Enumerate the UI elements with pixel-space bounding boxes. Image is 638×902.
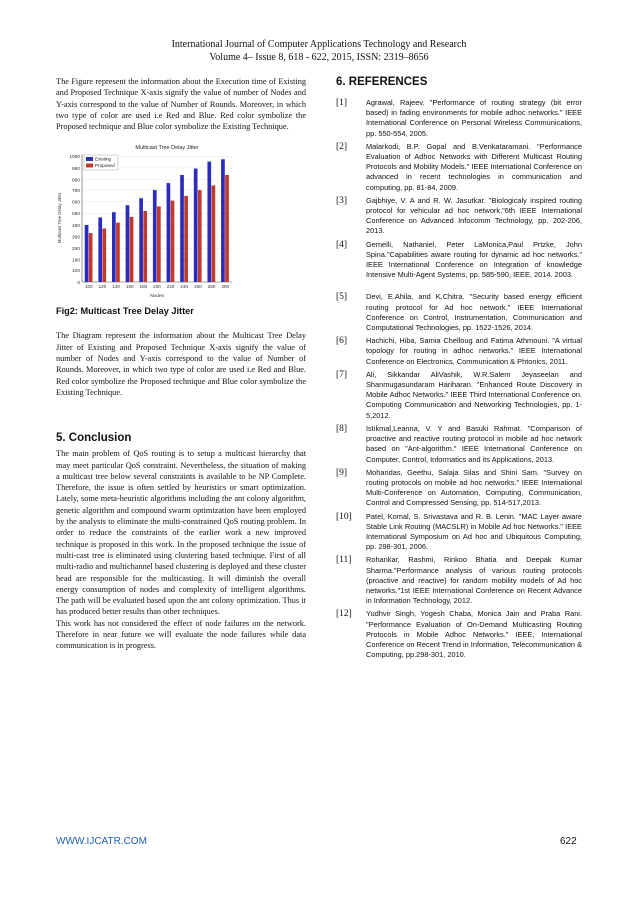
y-tick-label: 490 xyxy=(71,224,80,230)
left-column xyxy=(56,76,306,652)
reference-item xyxy=(336,468,582,509)
journal-website-link[interactable]: WWW.IJCATR.COM xyxy=(56,836,147,847)
header-line-1: International Journal of Computer Applications Technology and Research xyxy=(171,39,467,50)
reference-number: [1] xyxy=(336,98,348,108)
y-tick-label: 1080 xyxy=(69,155,80,161)
x-tick-label: 220 xyxy=(166,284,175,290)
x-tick-label: 260 xyxy=(194,284,202,290)
bar-proposed xyxy=(143,212,147,283)
reference-text: Ali, Sikkandar AliVashik, W.R.Salem Jeyaseelan and Shanmugasundaram Hariharan. "Enhanced Route Discovery in Mobile Adhoc Networks." IEEE Third International Conference on. Computing Communication and Networking Technologies, pp. 1-5,2012. xyxy=(366,369,582,420)
y-tick-label: 880 xyxy=(71,178,80,184)
reference-number: [10] xyxy=(336,511,352,522)
reference-text: Gemelli, Nathaniel, Peter LaMonica,Paul Prtzke, John Spina."Capabilities aware routing for dynamic ad hoc networks." IEEE International Conference on Integration of knowledge Intensive Multi-Agent Systems, pp. 585-590, IEEE, 2014. 2003. xyxy=(366,239,582,280)
x-tick-label: 300 xyxy=(221,284,230,290)
header-line-2: Volume 4– Issue 8, 618 - 622, 2015, ISSN: 2319–8656 xyxy=(209,52,429,63)
bar-existing xyxy=(85,225,89,282)
reference-text: Malarkodi, B.P. Gopal and B.Venkataramani. "Performance Evaluation of Adhoc Networks with Different Multicast Routing Protocols and Mobility Models." IEEE International Conference on advanced in recent technologies in communication and computing, pp. 81-84, 2009. xyxy=(366,141,582,192)
journal-header xyxy=(0,38,638,64)
bar-proposed xyxy=(157,207,161,283)
y-axis-label: Multicast Tree Delay Jitter xyxy=(57,193,62,244)
bar-proposed xyxy=(225,175,229,282)
reference-number: [11] xyxy=(336,555,352,566)
reference-item xyxy=(336,512,582,553)
legend-swatch xyxy=(86,157,93,161)
reference-item xyxy=(336,424,582,465)
x-tick-label: 280 xyxy=(207,284,216,290)
legend-swatch xyxy=(86,164,93,168)
reference-number: [4] xyxy=(336,239,348,250)
legend-label: Existing xyxy=(95,157,112,163)
y-tick-label: 190 xyxy=(71,259,80,265)
bar-existing xyxy=(167,184,171,283)
y-tick-label: 790 xyxy=(71,189,80,195)
reference-text: Devi, E.Ahila, and K.Chitra. "Security based energy efficient routing protocol for Ad hoc network." IEEE International Conference on Control, Instrumentation, Communication and Computational Technologies, pp. 1522-1526, 2014. xyxy=(366,292,582,333)
diagram-description: The Diagram represent the information about the Multicast Tree Delay Jitter of Existing and Proposed Technique X-axis signify the value of number of Nodes and Y-axis correspond to the value of Number of Rounds. Moreover, in which two type of color are used i.e Red and Blue. Red color symbolize the Proposed technique and Blue color symbolize the Existing Technique. xyxy=(56,331,306,397)
bar-proposed xyxy=(130,217,134,282)
reference-number: [5] xyxy=(336,292,348,303)
bar-proposed xyxy=(171,201,175,282)
conclusion-heading: 5. Conclusion xyxy=(56,432,132,445)
x-tick-label: 120 xyxy=(98,284,107,290)
bar-proposed xyxy=(212,186,216,283)
bar-existing xyxy=(221,160,225,283)
reference-text: Patel, Komal, S. Srivastava and R. B. Lenin. "MAC Layer aware Stable Link Routing (MACSLR) in Mobile Ad hoc Networks." IEEE International Symposium on Ad hoc and Ubiquitous Computing, pp. 298-301, 2006. xyxy=(366,511,582,552)
x-tick-label: 240 xyxy=(180,284,189,290)
bar-existing xyxy=(139,199,143,283)
y-tick-label: 390 xyxy=(71,235,80,241)
reference-number: [6] xyxy=(336,336,348,347)
page-number: 622 xyxy=(560,836,577,847)
x-tick-label: 100 xyxy=(84,284,93,290)
reference-text: Gajbhiye, V. A and R. W. Jasutkar. "Biologicaly inspired routing protocol for vehicular ad hoc network."6th IEEE International Conference on Advanced Infocomm Technology, pp. 202-206, 2013. xyxy=(366,195,582,236)
y-tick-label: 0 xyxy=(77,281,80,287)
reference-text: Rohankar, Rashmi, Rinkoo Bhatia and Deepak Kumar Sharma."Performance analysis of various routing protocols (proactive and reactive) for random mobility models of Ad hoc networks."1st IEEE International Conference on Recent Advance in Information Technology, 2012. xyxy=(366,555,582,606)
conclusion-text: The main problem of QoS routing is to setup a multicast hierarchy that may meet particular QoS constraint. Nevertheless, the situation of making a multicast tree below several constraints is available to be NP Complete. Therefore, the issue is often settled by heuristics or smart optimization. Lately, some meta-heuristic algorithms including the ant colony algorithm, genetic algorithm and compound swarm optimization have been employed by the analysts to eliminate the multi-constrained QoS routing problem. In order to reduce the constraints of the earlier work a new improved technique is proposed in this work. In the proposed technique the issue of multi-cast tree is eliminated using clustering based technique. First of all multi-radio and multichannel based clustering is deployed and these cluster head are responsible for the multicasting. It will diminish the overall energy consumption of nodes and complexity of intelligent algorithms. The path will be evaluated based upon the ant colony optimization. Thus it has produced better results than other techniques. xyxy=(56,449,306,617)
bar-existing xyxy=(112,213,116,283)
reference-text: Istikmal,Leanna, V. Y and Basuki Rahmat. "Comparison of proactive and reactive routing protocol in mobile ad hoc network based on "Ant-algorithm." IEEE International Conference on Computer, Control, Informatics and its Applications, 2013. xyxy=(366,423,582,464)
bar-existing xyxy=(207,162,211,282)
figure-chart xyxy=(56,140,238,300)
reference-item xyxy=(336,142,582,193)
right-column xyxy=(336,76,582,663)
y-tick-label: 290 xyxy=(71,247,80,253)
x-tick-label: 180 xyxy=(139,284,148,290)
reference-item xyxy=(336,196,582,237)
reference-item xyxy=(336,336,582,367)
reference-number: [3] xyxy=(336,195,348,206)
legend-label: Proposed xyxy=(95,163,115,169)
y-tick-label: 690 xyxy=(71,200,80,206)
figure-description: The Figure represent the information about the Execution time of Existing and Proposed Technique X-axis signify the value of number of Nodes and Y-axis correspond to the value of Number of Rounds. Moreover, in which two type of color are used i.e Red and Blue. Red color symbolize the Proposed technique and Blue color symbolize the Existing Technique. xyxy=(56,77,306,132)
reference-item xyxy=(336,240,582,281)
reference-item xyxy=(336,98,582,139)
bar-existing xyxy=(153,191,157,283)
reference-text: Mohandas, Geethu, Salaja Silas and Shini Sam. "Survey on routing protocols on mobile ad hoc networks." IEEE International Multi-Conference on Automation, Computing, Communication, Control and Compressed Sensing, pp. 514-517,2013. xyxy=(366,467,582,508)
y-tick-label: 100 xyxy=(71,269,80,275)
chart-title: Multicast Tree Delay Jitter xyxy=(135,145,199,152)
bar-proposed xyxy=(184,196,188,282)
bar-chart xyxy=(56,140,238,300)
reference-number: [8] xyxy=(336,423,348,434)
y-tick-label: 590 xyxy=(71,212,80,218)
reference-item xyxy=(336,370,582,421)
reference-text: Yudhvir Singh, Yogesh Chaba, Monica Jain and Praba Rani. "Performance Evaluation of On-Demand Multicasting Routing Protocols in Mobile Adhoc Networks." IEEE, International Conference on Recent Trend in Information, Telecommunication & Computing, pp.298-301, 2010. xyxy=(366,609,582,660)
x-axis-label: Nodes xyxy=(150,294,164,300)
reference-text: Agrawal, Rajeev. "Performance of routing strategy (bit error based) in fading environments for mobile adhoc networks." IEEE International Conference on Personal Wireless Communications, pp. 550-554, 2005. xyxy=(366,98,582,138)
bar-existing xyxy=(180,175,184,282)
x-tick-label: 140 xyxy=(112,284,120,290)
references-heading: 6. REFERENCES xyxy=(336,76,428,88)
bar-proposed xyxy=(89,234,93,283)
reference-item xyxy=(336,555,582,606)
reference-item xyxy=(336,292,582,333)
bar-existing xyxy=(126,206,130,283)
bar-existing xyxy=(98,218,102,283)
bar-existing xyxy=(194,169,198,282)
reference-list xyxy=(336,98,582,660)
reference-number: [12] xyxy=(336,609,352,620)
x-tick-label: 200 xyxy=(153,284,161,290)
reference-text: Hachichi, Hiba, Samia Chelloug and Fatima Athmouni. "A virtual topology for routing in adhoc networks." IEEE International Conference on Electronics, Communication & Phtonics, 2011. xyxy=(366,336,582,366)
bar-proposed xyxy=(198,191,202,283)
figure-caption: Fig2: Multicast Tree Delay Jitter xyxy=(56,306,194,317)
reference-number: [2] xyxy=(336,141,348,152)
bar-proposed xyxy=(116,223,120,282)
conclusion-future-work: This work has not considered the effect of node failures on the network. Therefore in near future we will evaluate the node failures while data communication is in progress. xyxy=(56,618,306,651)
bar-proposed xyxy=(102,229,106,283)
reference-item xyxy=(336,609,582,660)
x-tick-label: 160 xyxy=(125,284,134,290)
y-tick-label: 980 xyxy=(71,167,80,173)
reference-number: [9] xyxy=(336,467,348,478)
reference-number: [7] xyxy=(336,369,348,380)
